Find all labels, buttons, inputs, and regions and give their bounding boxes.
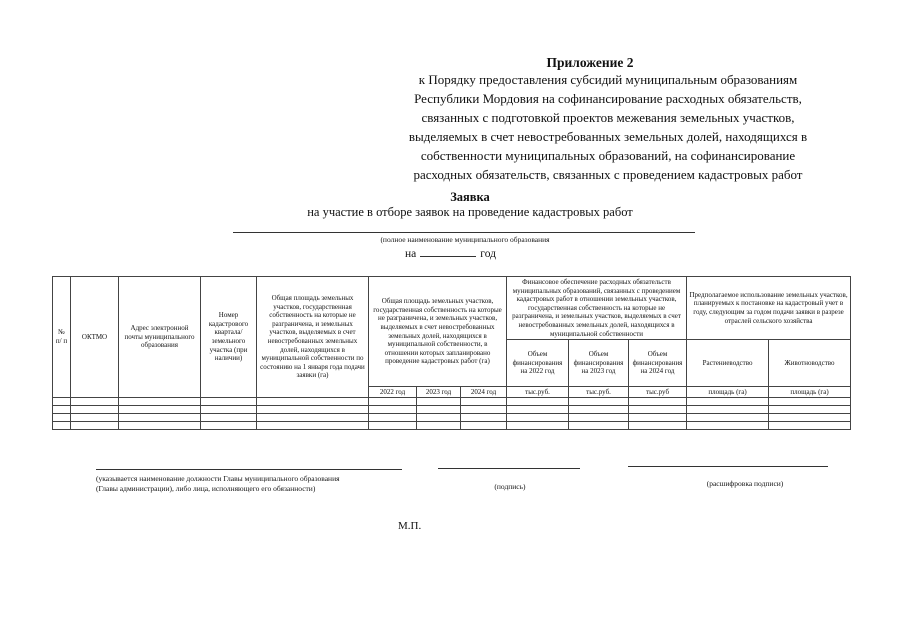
appendix-title: Приложение 2 [546,55,634,70]
position-caption [96,474,416,494]
org-name-caption: (полное наименование муниципального образования [380,235,550,244]
decode-caption: (расшифровка подписи) [706,479,784,488]
col-header-finance-2023: Объем финансирования на 2023 год [569,340,629,387]
application-subtitle: на участие в отборе заявок на проведение кадастровых работ [307,205,633,219]
unit-finance-2024: тыс.руб [629,387,687,398]
signature-caption: (подпись) [494,482,526,491]
table-row[interactable] [53,422,851,430]
table-row[interactable] [53,414,851,422]
unit-year-2024: 2024 год [461,387,507,398]
table-header-row [53,277,851,340]
unit-year-2022: 2022 год [369,387,417,398]
table-row[interactable] [53,406,851,414]
col-header-finance-2024: Объем финансирования на 2024 год [629,340,687,387]
year-prefix: на [405,248,417,260]
org-name-field[interactable] [233,232,695,233]
unit-crop-area: площадь (га) [687,387,769,398]
col-header-cadastral: Номер кадастрового квартала/ земельного участка (при наличии) [201,277,257,398]
position-signature-line[interactable] [96,469,402,470]
appendix-line: к Порядку предоставления субсидий муниципальным образованиям [418,72,798,87]
unit-livestock-area: площадь (га) [769,387,851,398]
appendix-line: расходных обязательств, связанных с проведением кадастровых работ [413,167,803,182]
unit-year-2023: 2023 год [417,387,461,398]
year-line [405,246,565,260]
col-header-livestock: Животноводство [769,340,851,387]
table-row[interactable] [53,398,851,406]
col-header-finance: Финансовое обеспечение расходных обязательств муниципальных образований, связанных с проведением кадастровых работ в отношении земельных участков, государственная собственность на которые не разграничена, и земельных участков, выделяемых в счет невостребованных земельных долей, находящихся в муниципальной собственности [507,277,687,340]
appendix-line: связанных с подготовкой проектов межевания земельных участков, [421,110,795,125]
year-suffix: год [480,248,496,260]
col-header-usage: Предполагаемое использование земельных участков, планируемых к постановке на кадастровый учет в году, следующим за годом подачи заявки в разрезе отраслей сельского хозяйства [687,277,851,340]
appendix-line: собственности муниципальных образований, на софинансирование [420,148,796,163]
unit-finance-2023: тыс.руб. [569,387,629,398]
col-header-email: Адрес электронной почты муниципального образования [119,277,201,398]
stamp-placeholder: М.П. [398,520,422,532]
col-header-planned-area: Общая площадь земельных участков, государственная собственность на которые не разграничена, и земельных участков, выделяемых в счет невостребованных земельных долей, находящихся в муниципальной собственности, в отношении которых запланировано проведение кадастровых работ (га) [369,277,507,387]
application-table [52,276,851,430]
col-header-finance-2022: Объем финансирования на 2022 год [507,340,569,387]
appendix-line: выделяемых в счет невостребованных земельных долей, находящихся в [408,129,808,144]
col-header-total-area: Общая площадь земельных участков, государственная собственность на которые не разграничена, и земельных участков, выделяемых в счет невостребованных земельных долей, находящихся в муниципальной собственности по состоянию на 1 января года подачи заявки (га) [257,277,369,398]
appendix-line: Республики Мордовия на софинансирование расходных обязательств, [414,91,802,106]
position-caption-line: (указывается наименование должности Главы муниципального образования [96,474,340,483]
year-field[interactable] [420,246,476,257]
signature-line[interactable] [438,468,580,469]
col-header-oktmo: ОКТМО [71,277,119,398]
unit-finance-2022: тыс.руб. [507,387,569,398]
col-header-num: № п/ п [53,277,71,398]
position-caption-line: (Главы администрации), либо лица, исполняющего его обязанности) [96,484,316,493]
signature-decode-line[interactable] [628,466,828,467]
col-header-crop: Растениеводство [687,340,769,387]
application-title: Заявка [450,190,490,204]
appendix-description [368,70,848,184]
